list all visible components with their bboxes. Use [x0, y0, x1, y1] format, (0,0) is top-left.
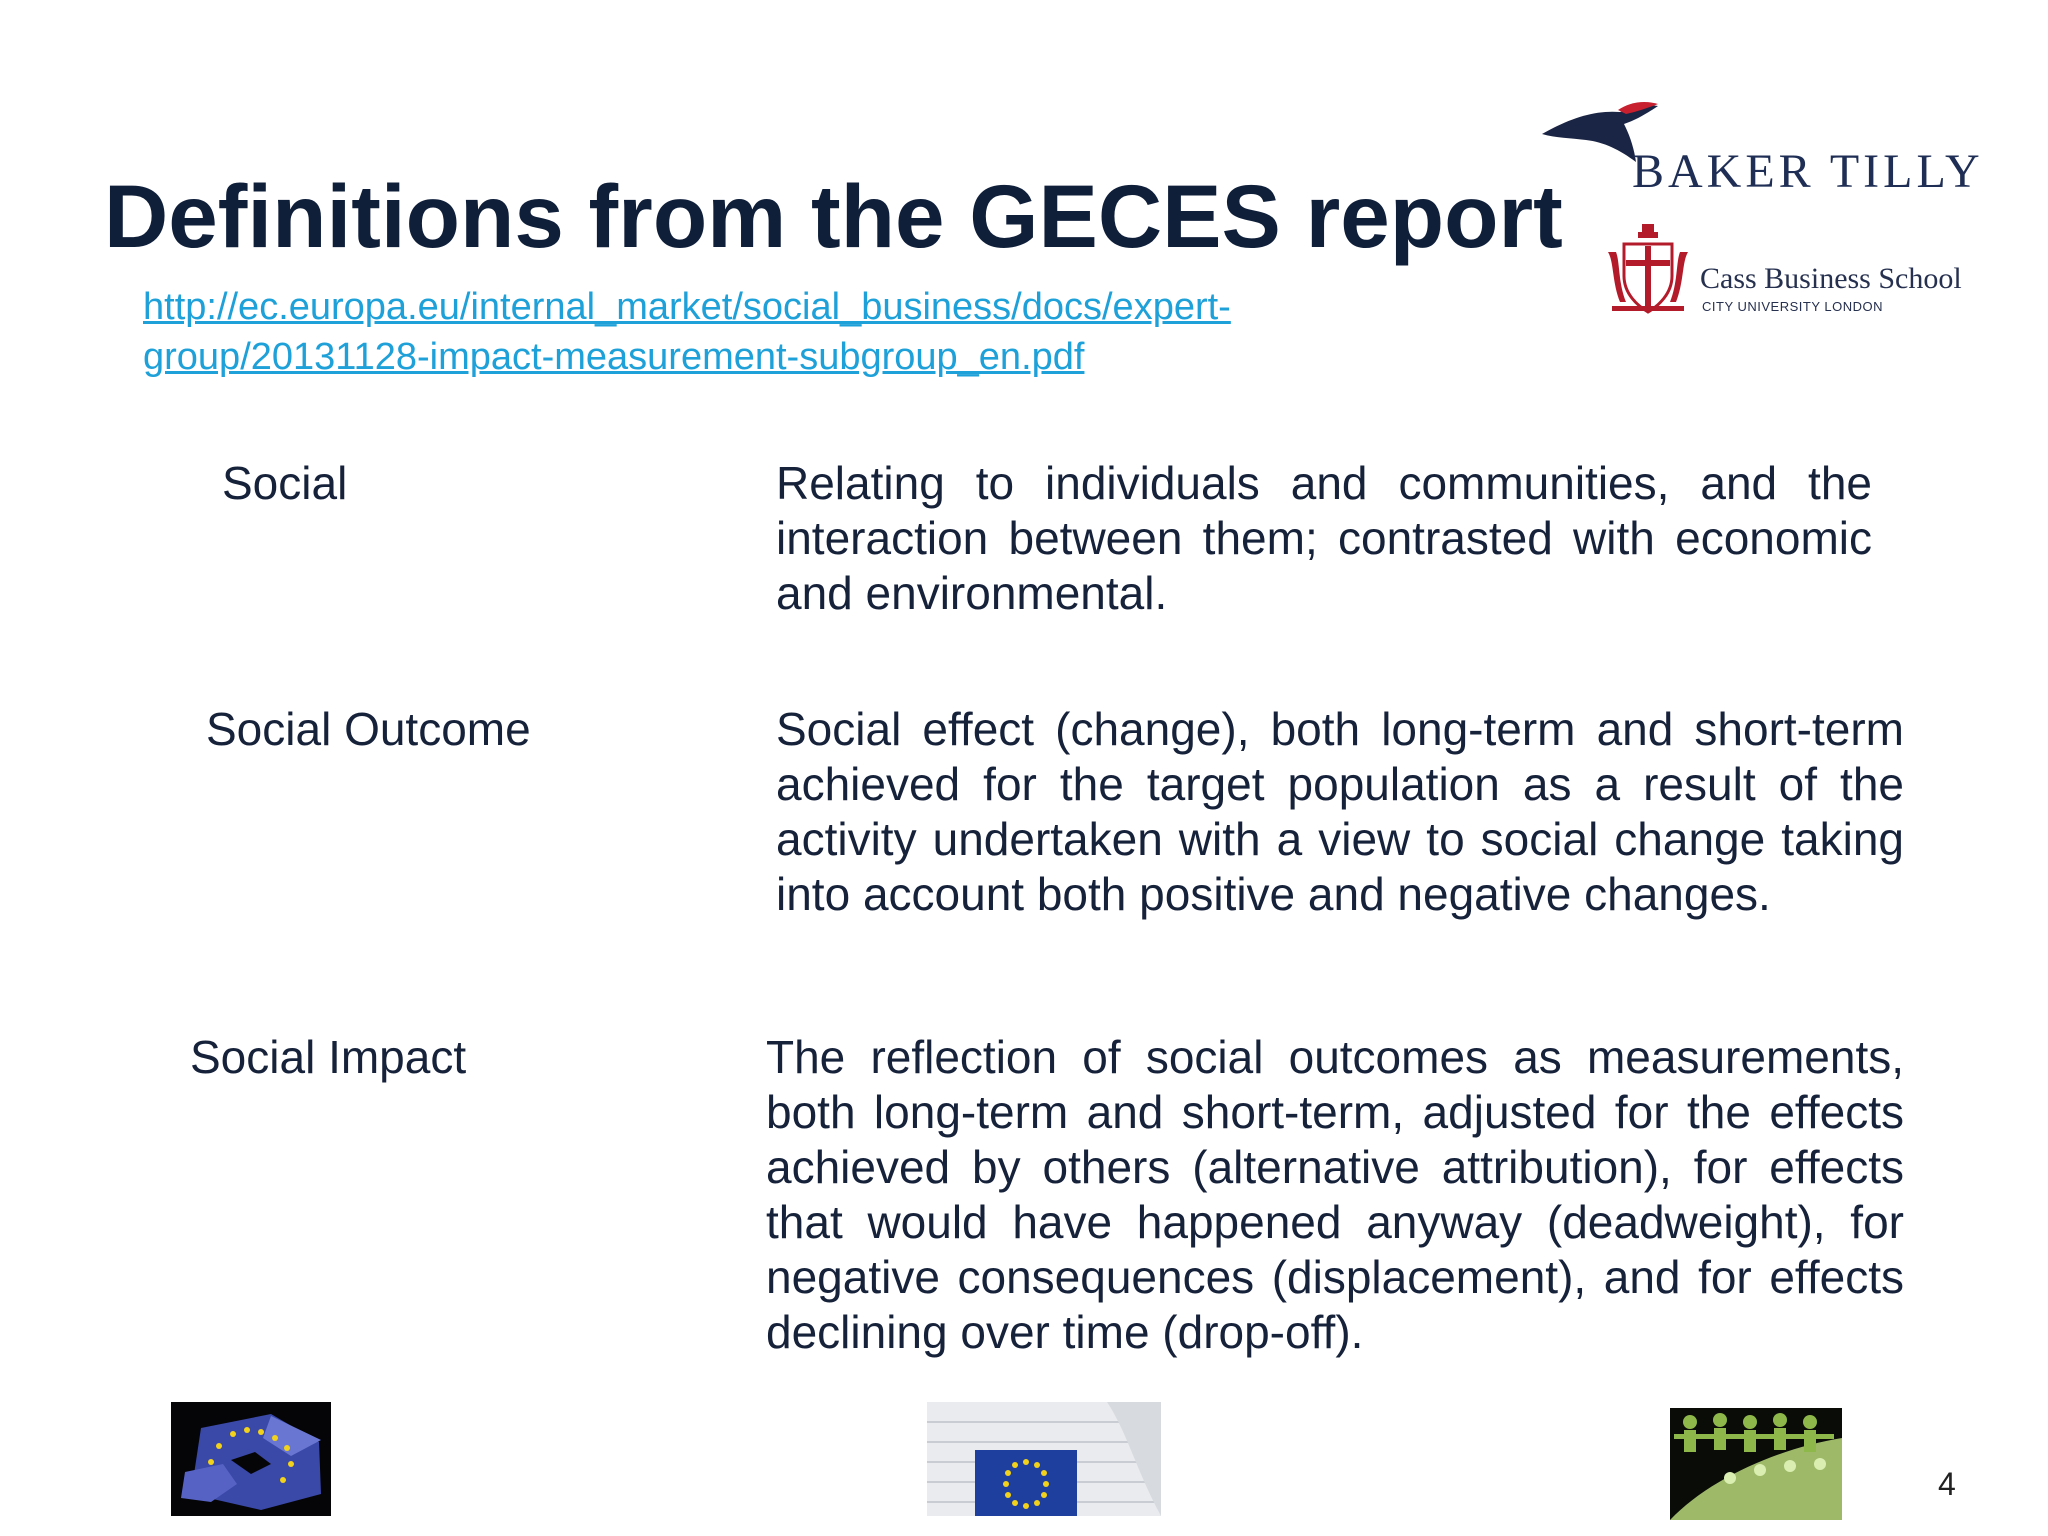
- report-link-line-2[interactable]: group/20131128-impact-measurement-subgroup_en.pdf: [143, 336, 1085, 378]
- definition-line: achieved for the target population as a result of the: [776, 758, 1904, 810]
- people-chain-icon: [1670, 1408, 1842, 1520]
- definition-line: that would have happened anyway (deadweight), for: [766, 1196, 1904, 1248]
- report-link[interactable]: [143, 282, 1343, 382]
- european-commission-image: [927, 1402, 1161, 1516]
- slide-title: Definitions from the GECES report: [104, 166, 1563, 266]
- term-social-impact: Social Impact: [190, 1031, 467, 1083]
- definition-social: [776, 456, 1872, 621]
- definition-line: declining over time (drop-off).: [766, 1306, 1364, 1358]
- cass-crest-icon: [1604, 222, 1694, 318]
- definition-line: interaction between them; contrasted with economic: [776, 512, 1872, 564]
- definition-line: and environmental.: [776, 567, 1168, 619]
- term-social-outcome: Social Outcome: [206, 703, 531, 755]
- definition-line: Social effect (change), both long-term and short-term: [776, 703, 1904, 755]
- cass-wordmark: Cass Business School: [1700, 262, 1962, 295]
- definition-line: both long-term and short-term, adjusted for the effects: [766, 1086, 1904, 1138]
- cass-business-school-logo: [1604, 222, 1974, 318]
- report-link-line-1[interactable]: http://ec.europa.eu/internal_market/social_business/docs/expert-: [143, 286, 1231, 328]
- eu-puzzle-image: [171, 1402, 331, 1516]
- term-social: Social: [222, 457, 348, 509]
- people-chain-image: [1670, 1408, 1842, 1520]
- ec-building-flag-icon: [927, 1402, 1161, 1516]
- puzzle-pieces-icon: [171, 1402, 331, 1516]
- definition-social-impact: [766, 1030, 1904, 1360]
- page-number: 4: [1938, 1466, 1956, 1502]
- definition-line: into account both positive and negative changes.: [776, 868, 1771, 920]
- definition-line: achieved by others (alternative attribution), for effects: [766, 1141, 1904, 1193]
- definition-line: negative consequences (displacement), and for effects: [766, 1251, 1904, 1303]
- definition-line: activity undertaken with a view to social change taking: [776, 813, 1904, 865]
- cass-subtitle: CITY UNIVERSITY LONDON: [1702, 299, 1883, 314]
- definition-line: Relating to individuals and communities, and the: [776, 457, 1872, 509]
- baker-tilly-wordmark: BAKER TILLY: [1632, 145, 1984, 198]
- definition-social-outcome: [776, 702, 1904, 922]
- definition-line: The reflection of social outcomes as measurements,: [766, 1031, 1904, 1083]
- baker-tilly-logo: [1540, 100, 1984, 200]
